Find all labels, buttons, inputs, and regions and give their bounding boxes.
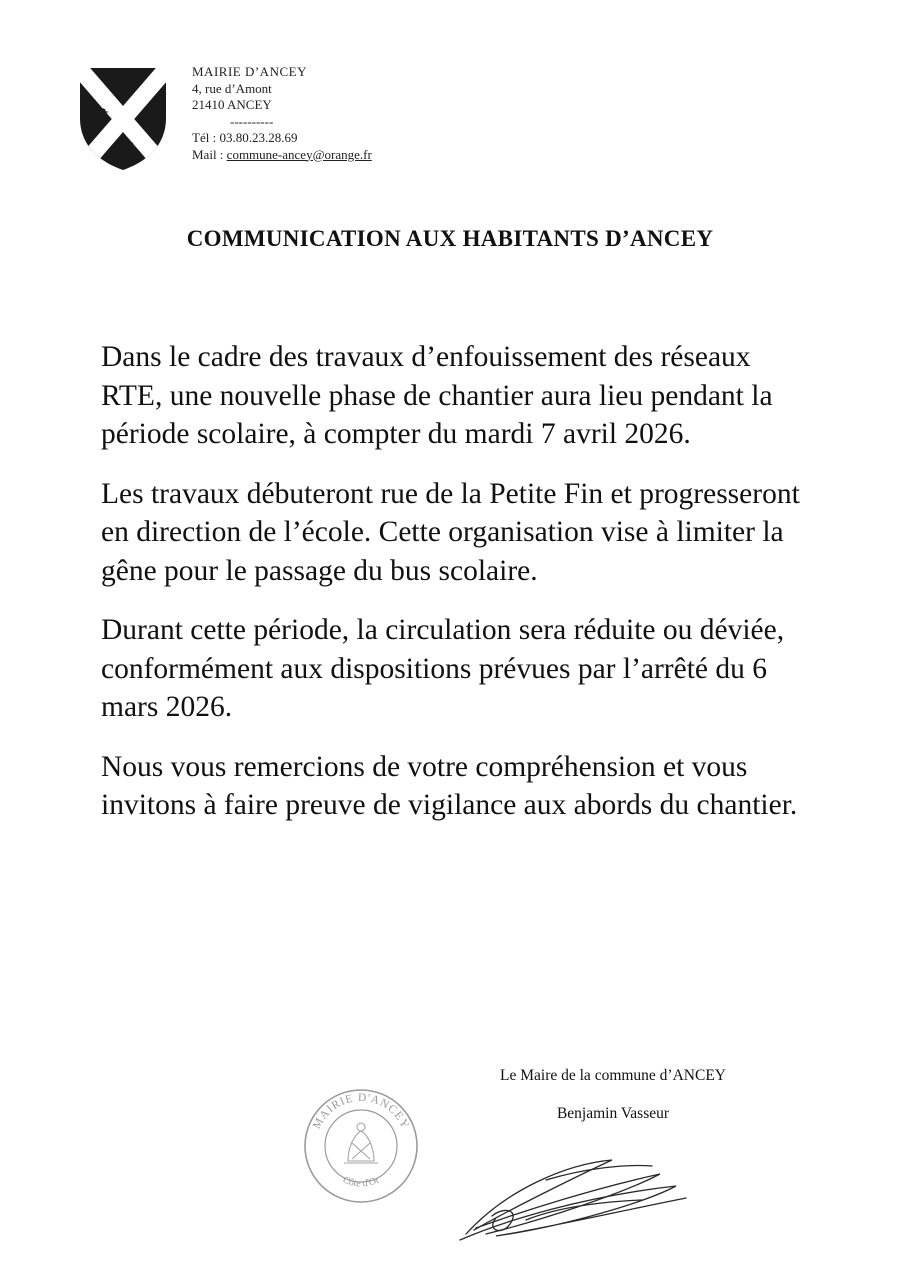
- stamp-top-text: MAIRIE D'ANCEY: [310, 1091, 412, 1131]
- address-street: 4, rue d’Amont: [192, 80, 272, 96]
- phone-label: Tél :: [192, 130, 220, 145]
- document-title: COMMUNICATION AUX HABITANTS D’ANCEY: [186, 226, 714, 251]
- announcement-body: [101, 338, 801, 846]
- mail-label: Mail :: [192, 146, 227, 162]
- address-city: 21410 ANCEY: [192, 97, 272, 112]
- stamp-bottom-text: Côte d'Or: [341, 1174, 382, 1190]
- body-paragraph-1: Dans le cadre des travaux d’enfouissement des réseaux RTE, une nouvelle phase de chantier aura lieu pendant la période scolaire, à compter du mardi 7 avril 2026.: [101, 341, 773, 450]
- mail-link[interactable]: commune-ancey@orange.fr: [226, 146, 372, 162]
- mayor-title: Le Maire de la commune d’ANCEY: [500, 1067, 726, 1084]
- body-paragraph-3: Durant cette période, la circulation sera réduite ou déviée, conformément aux dispositions prévues par l’arrêté du 6 mars 2026.: [101, 614, 785, 723]
- phone-number: 03.80.23.28.69: [219, 130, 298, 145]
- body-paragraph-4: Nous vous remercions de votre compréhension et vous invitons à faire preuve de vigilance aux abords du chantier.: [101, 750, 798, 821]
- letterhead: [192, 64, 372, 163]
- phone-line: [192, 130, 372, 147]
- handwritten-signature-icon: [446, 1150, 716, 1250]
- organization-name: MAIRIE D’ANCEY: [192, 64, 307, 79]
- header-separator: ----------: [230, 113, 274, 129]
- signature-block: [448, 1067, 778, 1123]
- mail-line: [192, 147, 372, 164]
- svg-text:MAIRIE D'ANCEY: [311, 1092, 411, 1131]
- body-paragraph-2: Les travaux débuteront rue de la Petite Fin et progresseront en direction de l’école. Cette organisation vise à limiter la gêne pour le passage du bus scolaire.: [101, 477, 800, 587]
- mayor-name: Benjamin Vasseur: [556, 1105, 670, 1122]
- coat-of-arms-icon: [78, 66, 168, 172]
- official-stamp-icon: [300, 1085, 422, 1207]
- svg-text:Côte d'Or: [341, 1174, 382, 1189]
